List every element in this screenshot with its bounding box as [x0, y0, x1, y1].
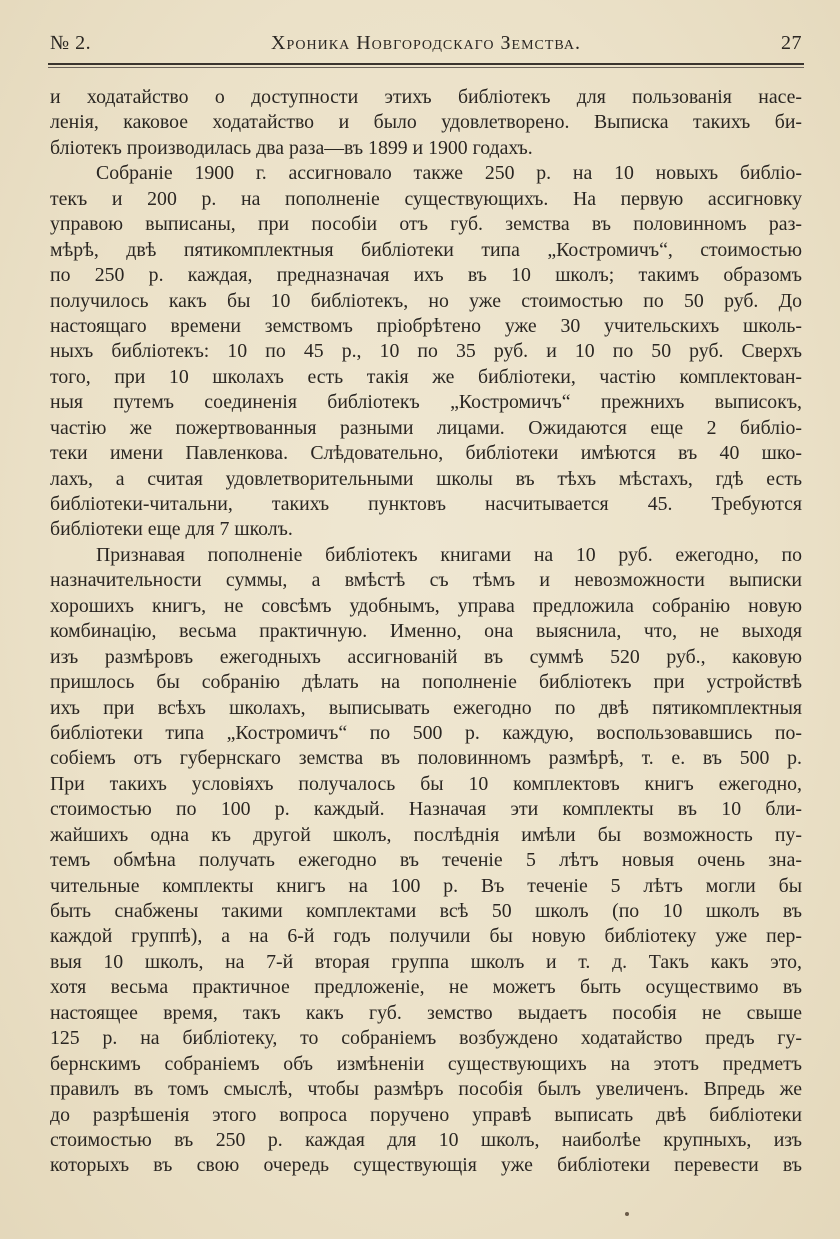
text-line: Признавая пополненіе библіотекъ книгами на 10 руб. ежегодно, по	[96, 543, 802, 566]
text-line: При такихъ условіяхъ получалось бы 10 комплектовъ книгъ ежегодно,	[50, 772, 802, 795]
header-rule	[48, 63, 804, 65]
text-line: ныя путемъ соединенія библіотекъ „Костромичъ“ прежнихъ выписокъ,	[50, 391, 802, 414]
text-line: настоящаго времени земствомъ пріобрѣтено уже 30 учительскихъ школь-	[50, 314, 802, 337]
text-line: бернскимъ собраніемъ объ измѣненіи существующихъ на этотъ предметъ	[50, 1052, 802, 1075]
text-line: частію же пожертвованныя разными лицами. Ожидаются еще 2 библіо-	[50, 416, 802, 439]
text-line: лахъ, а считая удовлетворительными школы въ тѣхъ мѣстахъ, гдѣ есть	[50, 467, 802, 490]
text-line: библіотеки-читальни, такихъ пунктовъ насчитывается 45. Требуются	[50, 493, 802, 515]
text-line: управою выписаны, при пособіи отъ губ. земства въ половинномъ раз-	[50, 213, 802, 236]
text-line: того, при 10 школахъ есть такія же библіотеки, частію комплектован-	[50, 365, 802, 388]
text-line: теки имени Павленкова. Слѣдовательно, библіотеки имѣются въ 40 шко-	[50, 442, 802, 465]
issue-number: № 2.	[50, 32, 92, 54]
text-line: настоящее время, такъ какъ губ. земство выдаетъ пособія не свыше	[50, 1001, 802, 1024]
text-line: хотя весьма практичное предложеніе, не можетъ быть осуществимо въ	[50, 976, 802, 999]
page-header	[50, 32, 802, 62]
text-line: чительные комплекты книгъ на 100 р. Въ теченіе 5 лѣтъ могли бы	[50, 874, 802, 897]
text-line: по 250 р. каждая, предназначая ихъ въ 10 школъ; такимъ образомъ	[50, 264, 802, 287]
text-line: мѣрѣ, двѣ пятикомплектныя библіотеки типа „Костромичъ“, стоимостью	[50, 238, 802, 261]
text-line: жайшихъ одна къ другой школъ, послѣднія имѣли бы возможность пу-	[50, 823, 802, 846]
text-line: получилось какъ бы 10 библіотекъ, но уже стоимостью по 50 руб. До	[50, 289, 802, 312]
text-line: бліотекъ производилась два раза—въ 1899 и 1900 годахъ.	[50, 136, 533, 159]
text-line: и ходатайство о доступности этихъ библіотекъ для пользованія насе-	[50, 86, 802, 108]
text-line: быть снабжены такими комплектами всѣ 50 школъ (по 10 школъ въ	[50, 900, 802, 922]
text-line: стоимостью по 100 р. каждый. Назначая эти комплекты въ 10 бли-	[50, 798, 802, 821]
text-line: библіотеки типа „Костромичъ“ по 500 р. каждую, воспользовавшись по-	[50, 721, 802, 744]
body-text	[50, 85, 802, 1179]
text-line: изъ размѣровъ ежегодныхъ ассигнованій въ суммѣ 520 руб., каковую	[50, 645, 802, 668]
text-line: ихъ при всѣхъ школахъ, выписывать ежегодно по двѣ пятикомплектныя	[50, 696, 802, 719]
text-line: 125 р. на библіотеку, то собраніемъ возбуждено ходатайство предъ гу-	[50, 1027, 802, 1050]
text-line: Собраніе 1900 г. ассигновало также 250 р. на 10 новыхъ библіо-	[96, 162, 802, 185]
text-line: текъ и 200 р. на пополненіе существующихъ. На первую ассигновку	[50, 187, 802, 210]
text-line: каждой группѣ), а на 6-й годъ получили бы новую библіотеку уже пер-	[50, 925, 802, 948]
text-line: темъ обмѣна получать ежегодно въ теченіе 5 лѣтъ новыя очень зна-	[50, 849, 802, 872]
text-line: собіемъ отъ губернскаго земства въ половинномъ размѣрѣ, т. е. въ 500 р.	[50, 747, 802, 770]
text-line: правилъ въ томъ смыслѣ, чтобы размѣръ пособія былъ увеличенъ. Впредь же	[50, 1078, 802, 1101]
text-line: которыхъ въ свою очередь существующія уже библіотеки перевести въ	[50, 1154, 802, 1177]
text-line: пришлось бы собранію дѣлать на пополненіе библіотекъ при устройствѣ	[50, 671, 802, 694]
running-title: Хроника Новгородскаго Земства.	[271, 32, 581, 54]
text-line: стоимостью въ 250 р. каждая для 10 школъ, наиболѣе крупныхъ, изъ	[50, 1128, 802, 1151]
text-line: назначительности суммы, а вмѣстѣ съ тѣмъ и невозможности выписки	[50, 569, 802, 592]
text-line: комбинацію, весьма практичную. Именно, она выяснила, что, не выходя	[50, 620, 802, 643]
page-number: 27	[781, 32, 802, 54]
ink-spot	[625, 1212, 629, 1216]
text-line: до разрѣшенія этого вопроса поручено управѣ выписать двѣ библіотеки	[50, 1103, 802, 1126]
text-line: хорошихъ книгъ, не совсѣмъ удобнымъ, управа предложила собранію новую	[50, 594, 802, 617]
text-line: выя 10 школъ, на 7-й вторая группа школъ и т. д. Такъ какъ это,	[50, 950, 802, 973]
text-line: библіотеки еще для 7 школъ.	[50, 518, 293, 541]
header-rule-thin	[48, 67, 804, 68]
text-line: ленія, каковое ходатайство и было удовлетворено. Выписка такихъ би-	[50, 111, 802, 134]
text-line: ныхъ библіотекъ: 10 по 45 р., 10 по 35 руб. и 10 по 50 руб. Сверхъ	[50, 340, 802, 363]
